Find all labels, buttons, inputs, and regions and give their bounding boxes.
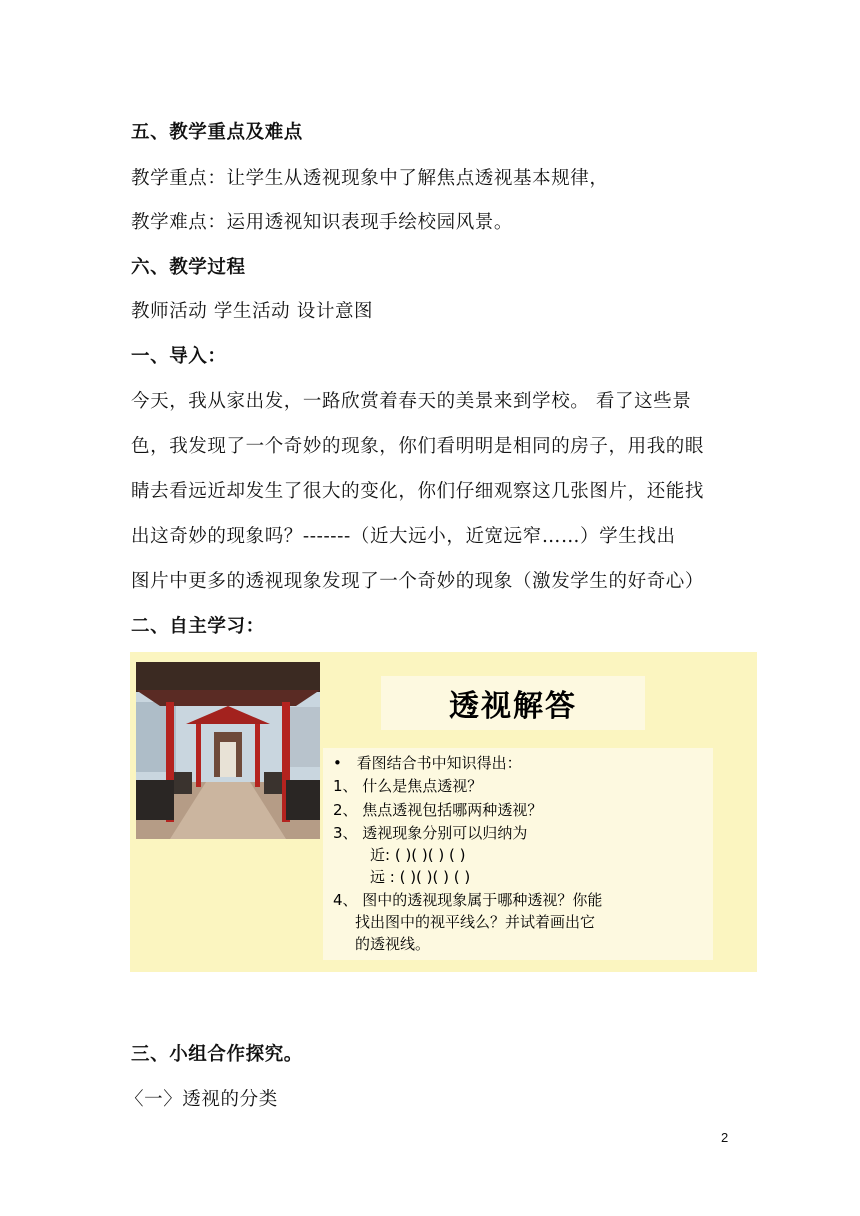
question-1: 1、 什么是焦点透视？ — [333, 777, 483, 795]
corridor-photo — [136, 662, 320, 839]
intro-heading: 一、导入： — [131, 346, 227, 367]
section5-heading: 五、教学重点及难点 — [131, 122, 303, 143]
near-blanks: 近: ( )( )( ) ( ) — [370, 846, 466, 864]
question-3: 3、 透视现象分别可以归纳为 — [333, 824, 528, 842]
difficulty-text: 教学难点：运用透视知识表现手绘校园风景。 — [131, 212, 514, 233]
lesson-slide-image — [130, 652, 757, 972]
section3-heading: 三、小组合作探究。 — [131, 1044, 303, 1065]
self-study-heading: 二、自主学习： — [131, 616, 265, 637]
page-number: 2 — [721, 1130, 729, 1145]
slide-title: 透视解答 — [381, 676, 645, 730]
intro-line-3: 睛去看远近却发生了很大的变化，你们仔细观察这几张图片，还能找 — [131, 481, 705, 502]
question-4-line-3: 的透视线。 — [355, 935, 431, 953]
section6-heading: 六、教学过程 — [131, 257, 246, 278]
key-point-text: 教学重点：让学生从透视现象中了解焦点透视基本规律， — [131, 168, 609, 189]
question-4-line-1: 4、 图中的透视现象属于哪种透视？你能 — [333, 891, 603, 909]
intro-line-5: 图片中更多的透视现象发现了一个奇妙的现象（激发学生的好奇心） — [131, 571, 705, 592]
slide-intro-row — [333, 752, 522, 773]
slide-intro-text: 看图结合书中知识得出： — [356, 754, 522, 772]
question-2: 2、 焦点透视包括哪两种透视？ — [333, 801, 543, 819]
question-4-line-2: 找出图中的视平线么？并试着画出它 — [355, 913, 596, 931]
far-blanks: 远 : ( )( )( ) ( ) — [370, 868, 471, 886]
bullet-icon: • — [333, 754, 342, 772]
intro-line-4: 出这奇妙的现象吗？-------（近大远小，近宽远窄……）学生找出 — [131, 526, 676, 547]
section3-subheading: 〈一〉透视的分类 — [125, 1089, 278, 1110]
process-columns: 教师活动 学生活动 设计意图 — [131, 301, 374, 322]
slide-questions — [323, 748, 713, 960]
intro-line-2: 色，我发现了一个奇妙的现象，你们看明明是相同的房子，用我的眼 — [131, 436, 705, 457]
intro-line-1: 今天，我从家出发，一路欣赏着春天的美景来到学校。 看了这些景 — [131, 391, 692, 412]
